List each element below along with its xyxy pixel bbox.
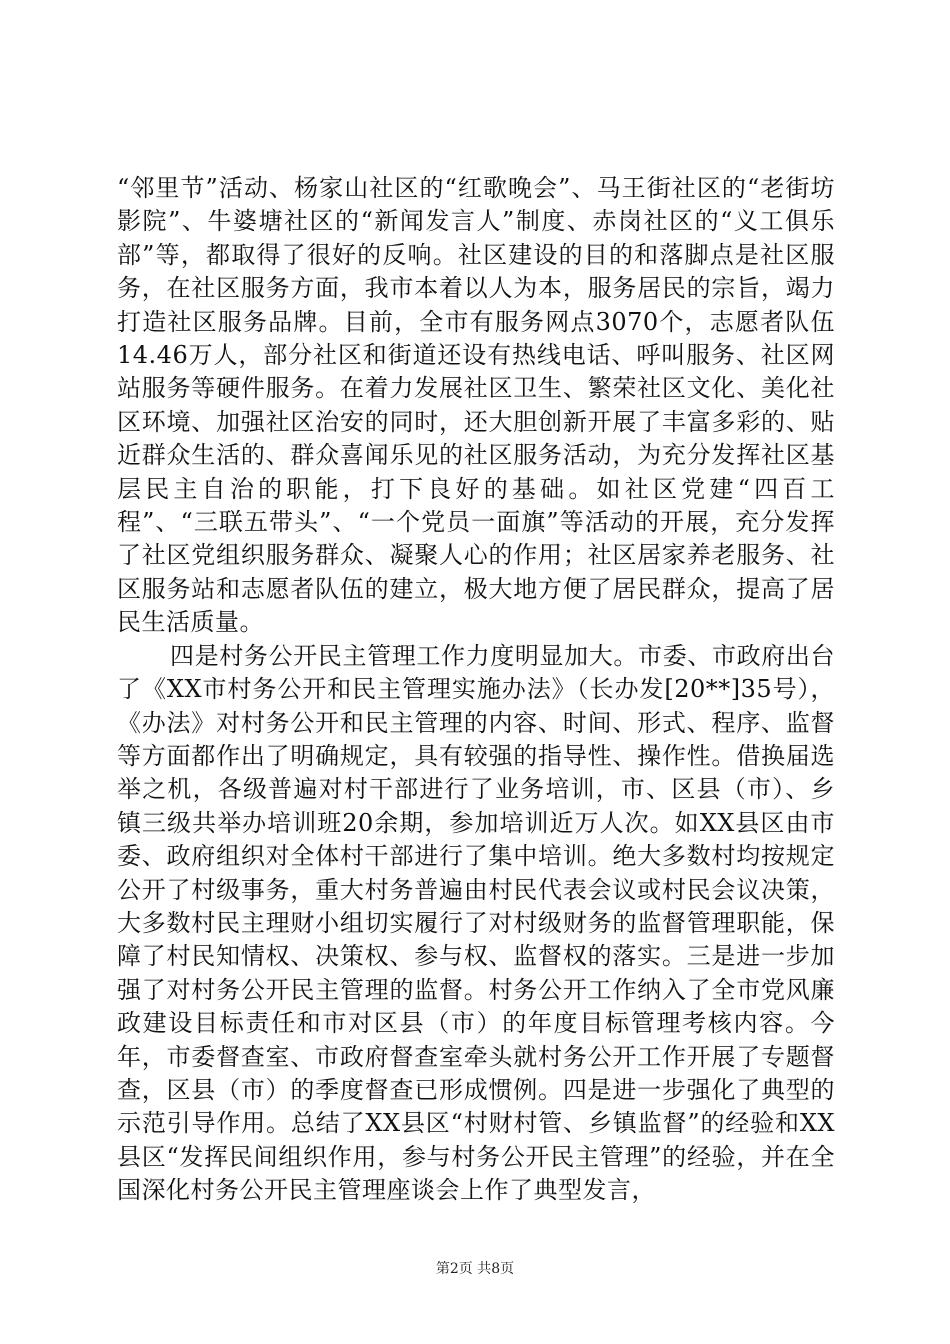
document-body: [117, 172, 835, 1208]
paragraph-village-affairs: 四是村务公开民主管理工作力度明显加大。市委、市政府出台了《XX市村务公开和民主管理实施办法》（长办发[20**]35号），《办法》对村务公开和民主管理的内容、时间、形式、程序、监督等方面都作出了明确规定，具有较强的指导性、操作性。借换届选举之机，各级普遍对村干部进行了业务培训，市、区县（市）、乡镇三级共举办培训班20余期，参加培训近万人次。如XX县区由市委、政府组织对全体村干部进行了集中培训。绝大多数村均按规定公开了村级事务，重大村务普遍由村民代表会议或村民会议决策，大多数村民主理财小组切实履行了对村级财务的监督管理职能，保障了村民知情权、决策权、参与权、监督权的落实。三是进一步加强了对村务公开民主管理的监督。村务公开工作纳入了全市党风廉政建设目标责任和市对区县（市）的年度目标管理考核内容。今年，市委督查室、市政府督查室牵头就村务公开工作开展了专题督查，区县（市）的季度督查已形成惯例。四是进一步强化了典型的示范引导作用。总结了XX县区“村财村管、乡镇监督”的经验和XX县区“发挥民间组织作用，参与村务公开民主管理”的经验，并在全国深化村务公开民主管理座谈会上作了典型发言，: [117, 641, 835, 1205]
paragraph-community-services: “邻里节”活动、杨家山社区的“红歌晚会”、马王街社区的“老街坊影院”、牛婆塘社区的“新闻发言人”制度、赤岗社区的“义工俱乐部”等，都取得了很好的反响。社区建设的目的和落脚点是社区服务，在社区服务方面，我市本着以人为本，服务居民的宗旨，竭力打造社区服务品牌。目前，全市有服务网点3070个，志愿者队伍14.46万人，部分社区和街道还设有热线电话、呼叫服务、社区网站服务等硬件服务。在着力发展社区卫生、繁荣社区文化、美化社区环境、加强社区治安的同时，还大胆创新开展了丰富多彩的、贴近群众生活的、群众喜闻乐见的社区服务活动，为充分发挥社区基层民主自治的职能，打下良好的基础。如社区党建“四百工程”、“三联五带头”、“一个党员一面旗”等活动的开展，充分发挥了社区党组织服务群众、凝聚人心的作用；社区居家养老服务、社区服务站和志愿者队伍的建立，极大地方便了居民群众，提高了居民生活质量。: [117, 174, 835, 637]
page-footer: 第2页 共8页: [435, 1261, 515, 1277]
